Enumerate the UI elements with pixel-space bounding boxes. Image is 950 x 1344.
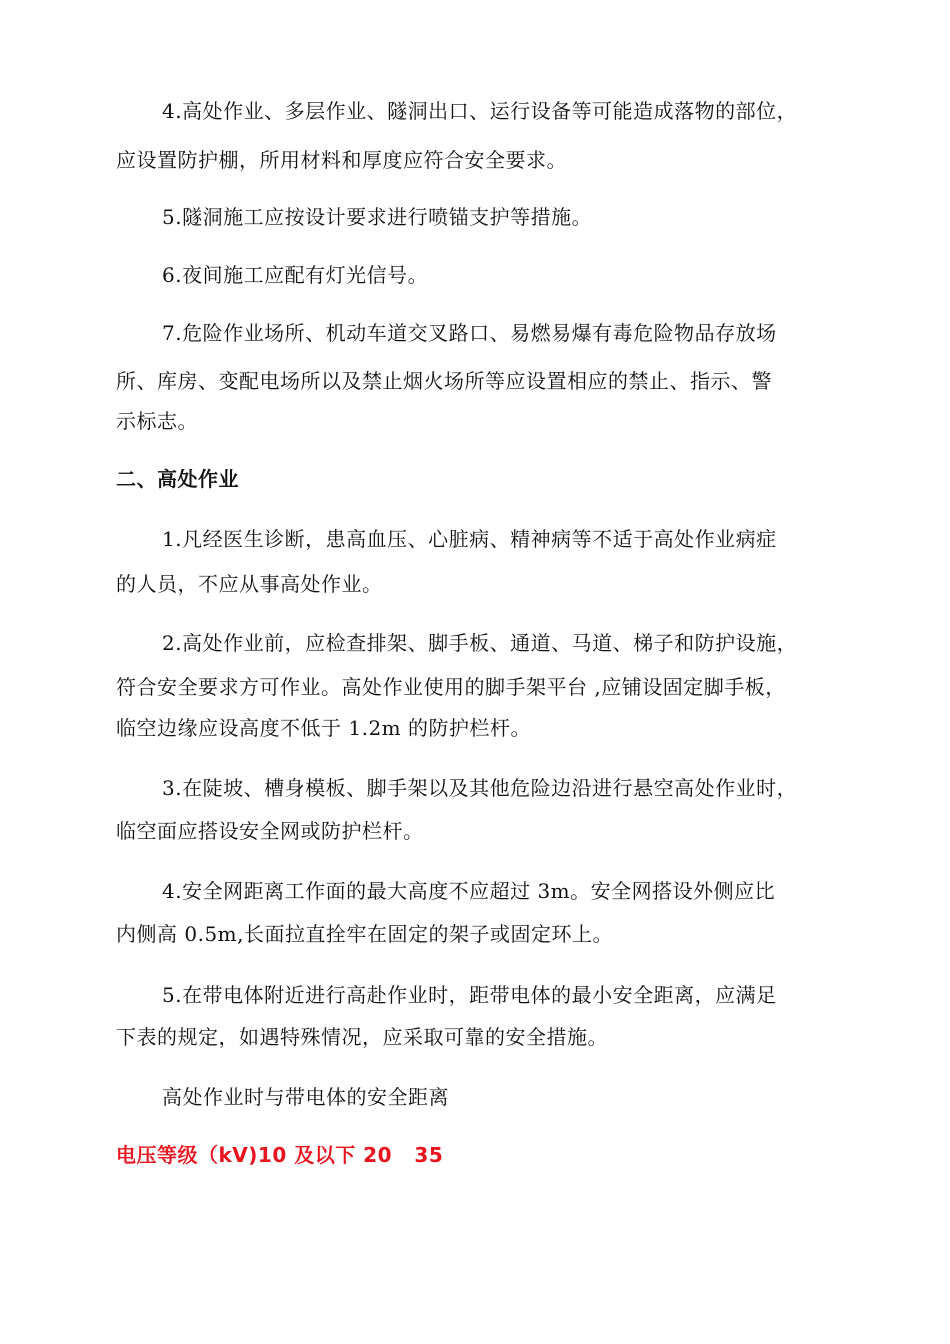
paragraph-4-line-2: 应设置防护棚，所用材料和厚度应符合安全要求。	[116, 148, 567, 172]
paragraph-7-line-3: 示标志。	[116, 409, 198, 433]
paragraph-4-line-1: 4.高处作业、多层作业、隧洞出口、运行设备等可能造成落物的部位，	[162, 99, 798, 123]
s2-item-4-line-2: 内侧高 0.5m,长面拉直拴牢在固定的架子或固定环上。	[116, 922, 613, 946]
table-caption: 高处作业时与带电体的安全距离	[162, 1085, 449, 1109]
s2-item-5-line-1: 5.在带电体附近进行高赴作业时，距带电体的最小安全距离，应满足	[162, 983, 777, 1007]
s2-item-1-line-2: 的人员，不应从事高处作业。	[116, 572, 383, 596]
paragraph-7-line-2: 所、库房、变配电场所以及禁止烟火场所等应设置相应的禁止、指示、警	[116, 369, 772, 393]
s2-item-4-line-1: 4.安全网距离工作面的最大高度不应超过 3m。安全网搭设外侧应比	[162, 879, 776, 903]
s2-item-3-line-1: 3.在陡坡、槽身模板、脚手架以及其他危险边沿进行悬空高处作业时，	[162, 776, 798, 800]
table-header-row: 电压等级（kV)10 及以下 20 35	[116, 1143, 444, 1167]
section-heading: 二、高处作业	[116, 467, 239, 491]
s2-item-2-line-3: 临空边缘应设高度不低于 1.2m 的防护栏杆。	[116, 716, 531, 740]
s2-item-1-line-1: 1.凡经医生诊断，患高血压、心脏病、精神病等不适于高处作业病症	[162, 527, 777, 551]
paragraph-5: 5.隧洞施工应按设计要求进行喷锚支护等措施。	[162, 205, 593, 229]
paragraph-7-line-1: 7.危险作业场所、机动车道交叉路口、易燃易爆有毒危险物品存放场	[162, 321, 777, 345]
s2-item-3-line-2: 临空面应搭设安全网或防护栏杆。	[116, 819, 424, 843]
s2-item-5-line-2: 下表的规定，如遇特殊情况，应采取可靠的安全措施。	[116, 1025, 608, 1049]
paragraph-6: 6.夜间施工应配有灯光信号。	[162, 263, 429, 287]
s2-item-2-line-1: 2.高处作业前，应检查排架、脚手板、通道、马道、梯子和防护设施，	[162, 631, 798, 655]
s2-item-2-line-2: 符合安全要求方可作业。高处作业使用的脚手架平台 ,应铺设固定脚手板，	[116, 675, 786, 699]
